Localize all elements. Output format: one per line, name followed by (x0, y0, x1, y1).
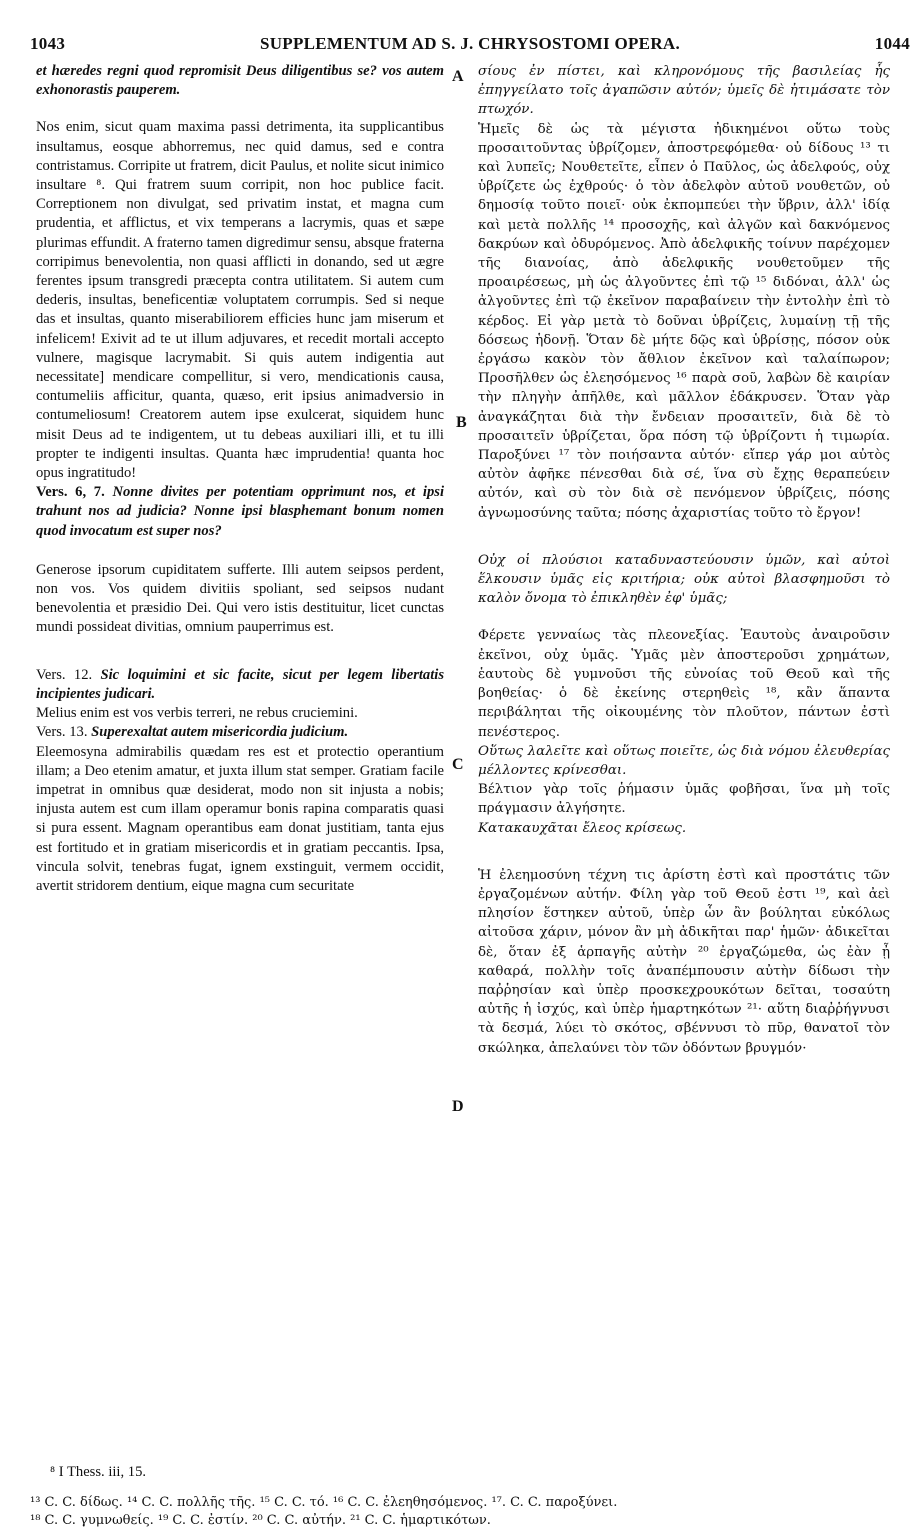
verse-label: Vers. 13. (36, 724, 88, 741)
variant-notes-line-1: ¹³ C. C. δίδως. ¹⁴ C. C. πολλῆς τῆς. ¹⁵ C. C. τό. ¹⁶ C. C. ἐλεηθησόμενος. ¹⁷. C. C. παροξύνει. (30, 1495, 618, 1510)
greek-verse-13: Κατακαυχᾶται ἔλεος κρίσεως. (478, 820, 687, 836)
variant-notes-line-2: ¹⁸ C. C. γυμνωθείς. ¹⁹ C. C. ἐστίν. ²⁰ C. C. αὐτήν. ²¹ C. C. ἡμαρτικότων. (30, 1513, 491, 1528)
latin-paragraph-1: Nos enim, sicut quam maxima passi detrimenta, ita supplicantibus insultamus, eosque abhorremus, nec quid damus, sed e contra contristamus. Corripite ut fratrem, dicit Paulus, et nolite sicut inimico insultare ⁸. Qui fratrem suum corripit, non hoc publice facit. Correptionem non divulgat, sed privatim instat, et magna cum prudentia, et afflictus, et vix temperans a lacrymis, quas et sæpe plurimas effundit. A fraterno tamen digredimur sensu, absque fraterna corripimus benevolentia, non quasi afflicti in donando, sed ut ægre ferentes ipsum transgredi præcepta contra utilitatem. Si autem cum dederis, insultas, beneficentiæ voluptatem corrumpis. Sed si neque das et insultas, quanto miserabiliorem efficies hunc jam miserum et infelicem! Exivit ad te ut illum adjuvares, et recedit mortali accepto vulnere, magisque lacrymabit. Si quis autem indigentia aut necessitate] mendicare compellitur, si vero, mendicationis causa, contumeliis afficitur, quanta, quæso, erit ipsius animadversio in contumeliosum! Creatorem autem ipse exulcerat, siquidem hunc misit Deus ad te indigentem, ut tu debeas auxiliari illi, et tu illi propter te indigenti insultas. Quanta hæc imprudentia! quanta hoc opus ingratitudo! (36, 119, 444, 482)
latin-footnote: ⁸ I Thess. iii, 15. (50, 1464, 147, 1480)
latin-paragraph-2: Generose ipsorum cupiditatem sufferte. Illi autem seipsos perdent, non vos. Vos quidem divitiis spoliant, sed seipsos nudant benevolentia et præsidio Dei. Qui vero istis destituitur, licet cunctas mundi possideat divitias, omnium pauperrimus est. (36, 561, 444, 636)
verse-label: Vers. 12. (36, 666, 93, 683)
latin-column (36, 62, 444, 896)
margin-marker-d: D (452, 1098, 464, 1115)
verse-text: Sic loquimini et sic facite, sicut per legem libertatis incipientes judicari. (36, 666, 445, 702)
running-title: SUPPLEMENTUM AD S. J. CHRYSOSTOMI OPERA. (259, 34, 681, 53)
margin-marker-b: B (456, 414, 467, 431)
greek-verse-12: Οὕτως λαλεῖτε καὶ οὕτως ποιεῖτε, ὡς διὰ νόμου ἐλευθερίας μέλλοντες κρίνεσθαι. (478, 743, 890, 778)
greek-verse-continuation: σίους ἐν πίστει, καὶ κληρονόμους τῆς βασιλείας ἧς ἐπηγγείλατο τοῖς ἀγαπῶσιν αὐτόν; ὑμεῖς δὲ ἠτιμάσατε τὸν πτωχόν. (478, 64, 890, 118)
greek-paragraph-1: Ἡμεῖς δὲ ὡς τὰ μέγιστα ἠδικημένοι οὕτω τοὺς προσαιτοῦντας ὑβρίζομεν, ἀποστρεφόμεθα· οὐ δίδους ¹³ τι καὶ λυπεῖς; Νουθετεῖτε, εἶπεν ὁ Παῦλος, ὡς ἀδελφούς, οὐχ ὑβρίζετε ὡς ἐχθρούς· ὁ τὸν ἀδελφὸν αὐτοῦ νουθετῶν, οὐ δημοσίᾳ τοῦτο ποιεῖ· οὐκ ἐκπομπεύει τὴν ὕβριν, ἀλλ' ἰδίᾳ καὶ μετὰ πολλῆς ¹⁴ προσοχῆς, καὶ ἀλγῶν καὶ δακνόμενος δακρύων καὶ ὀδυρόμενος. Ἀπὸ ἀδελφικῆς τοίνυν παρέχομεν τῆς διανοίας, ἀπὸ ἀδελφικῆς νουθετοῦμεν τῆς προαιρέσεως, μὴ ὡς ἀλγοῦντες ἐπὶ τῷ ¹⁵ διδόναι, ἀλλ' ὡς ἀλγοῦντες ἐπὶ τῷ ἐκεῖνον παραβαίνειν τὴν ἐντολὴν ἐπὶ τὸ κέρδος. Εἰ γὰρ μετὰ τὸ δοῦναι ὑβρίζεις, λυμαίνῃ τῇ τῆς δόσεως ἡδονῇ. Ὅταν δὲ μήτε δῷς καὶ ὑβρίσῃς, πόσον οὐκ ἐργάσω κακὸν τὸν ἄθλιον ἐκεῖνον καὶ ταλαίπωρον; Προσῆλθεν ὡς ἐλεησόμενος ¹⁶ παρὰ σοῦ, λαβὼν δὲ καιρίαν τὴν πληγὴν ἀπῆλθε, καὶ μᾶλλον ἐδάκρυσεν. Ὅταν γὰρ ἀναγκάζηται διὰ τὴν ἔνδειαν προσαιτεῖν, διὰ δὲ τὸ προσαιτεῖν ὑβρίζεται, ὅρα πόση τῷ ὑβρίζοντι ἡ τιμωρία. Παροξύνει ¹⁷ τὸν ποιήσαντα αὐτόν· εἴπερ γάρ μοι αὐτὸς αὐτὸν ἀφῆκε πένεσθαι διὰ σέ, ἵνα σὺ ἔχῃς θεραπεύειν αὐτόν, καὶ σὺ τὸν διὰ σὲ πενόμενον ὑβρίζεις, πόσης ἀγνωμοσύνης ταῦτα; πόσης ἀχαριστίας τοῦτο τὸ ἔργον! (478, 121, 890, 521)
page-number-left: 1043 (30, 34, 66, 53)
latin-verse-continuation: et hæredes regni quod repromisit Deus diligentibus se? vos autem exhonorastis pauperem. (36, 63, 444, 99)
greek-paragraph-3: Βέλτιον γὰρ τοῖς ῥήμασιν ὑμᾶς φοβῆσαι, ἵνα μὴ τοῖς πράγμασιν ἀλγήσητε. (478, 782, 890, 817)
margin-marker-c: C (452, 756, 464, 773)
latin-verse-6-7 (36, 483, 444, 541)
verse-label: Vers. 6, 7. (36, 484, 105, 501)
greek-paragraph-2: Φέρετε γενναίως τὰς πλεονεξίας. Ἑαυτοὺς ἀναιροῦσιν ἐκεῖνοι, οὐχ ὑμᾶς. Ὑμᾶς μὲν ἀποστεροῦσι χρημάτων, ἑαυτοὺς δὲ γυμνοῦσι τῆς εὐνοίας τοῦ Θεοῦ καὶ τῆς βοηθείας· ὁ δὲ ἐκείνης στερηθεὶς ¹⁸, κἂν ἅπαντα περιβάληται τῆς οἰκουμένης τὸν πλοῦτον, πάντων ἐστὶ πενέστερος. (478, 628, 890, 740)
latin-paragraph-3: Melius enim est vos verbis terreri, ne rebus cruciemini. (36, 705, 358, 722)
greek-paragraph-4: Ἡ ἐλεημοσύνη τέχνη τις ἀρίστη ἐστὶ καὶ προστάτις τῶν ἐργαζομένων αὐτήν. Φίλη γὰρ τοῦ Θεοῦ ἐστι ¹⁹, καὶ ἀεὶ πλησίον ἕστηκεν αὐτοῦ, ὑπὲρ ὧν ἂν βούληται εὐκόλως αἰτοῦσα χάριν, μόνον ἂν μὴ ἀδικῆται παρ' ἡμῶν· ἀδικεῖται δὲ, ὅταν ἐξ ἁρπαγῆς αὐτὴν ²⁰ ἐργαζώμεθα, ὡς ἐὰν ᾖ καθαρά, πολλὴν τοῖς ἀναπέμπουσιν αὐτὴν δίδωσι τὴν παῤῥησίαν καὶ ὑπὲρ προσκεχρουκότων δεῖται, τοσαύτη αὐτῆς ἡ ἰσχύς, καὶ ὑπὲρ ἡμαρτηκότων ²¹· αὕτη διαῤῥήγνυσι τὰ δεσμά, λύει τὸ σκότος, σβέννυσι τὸ πῦρ, θανατοῖ τὸν σκώληκα, ἀπελαύνει τὸν τῶν ὀδόντων βρυγμόν· (478, 867, 890, 1056)
verse-text: Nonne divites per potentiam opprimunt nos, et ipsi trahunt nos ad judicia? Nonne ipsi blasphemant bonum nomen quod invocatum est super nos? (36, 484, 445, 539)
latin-verse-12 (36, 666, 444, 704)
greek-column (478, 62, 890, 1058)
latin-verse-13 (36, 723, 444, 742)
page-number-right: 1044 (874, 34, 910, 53)
margin-marker-a: A (452, 68, 464, 85)
variant-notes (30, 1494, 910, 1530)
running-header (30, 34, 910, 60)
greek-verse-6-7: Οὐχ οἱ πλούσιοι καταδυναστεύουσιν ὑμῶν, καὶ αὐτοὶ ἕλκουσιν ὑμᾶς εἰς κριτήρια; οὐκ αὐτοὶ βλασφημοῦσι τὸ καλὸν ὄνομα τὸ ἐπικληθὲν ἐφ' ὑμᾶς; (478, 552, 890, 607)
latin-paragraph-4: Eleemosyna admirabilis quædam res est et protectio operantium illam; a Deo etenim amatur, et juxta illum stat semper. Gratiam facile impetrat in omnibus quæ desiderat, modo non sit injusta a nobis; injusta autem est cum illam operamur bonis rapina comparatis quasi si pura essent. Magnam operantibus eam donat justitiam, tanta ejus est fortitudo et in gratiam misericordis et in gratiam peccantis. Ipsa, vincula solvit, tenebras fugat, ignem exstinguit, vermem occidit, avertit stridorem dentium, eique magna cum securitate (36, 743, 444, 894)
verse-text: Superexaltat autem misericordia judicium. (91, 724, 349, 741)
